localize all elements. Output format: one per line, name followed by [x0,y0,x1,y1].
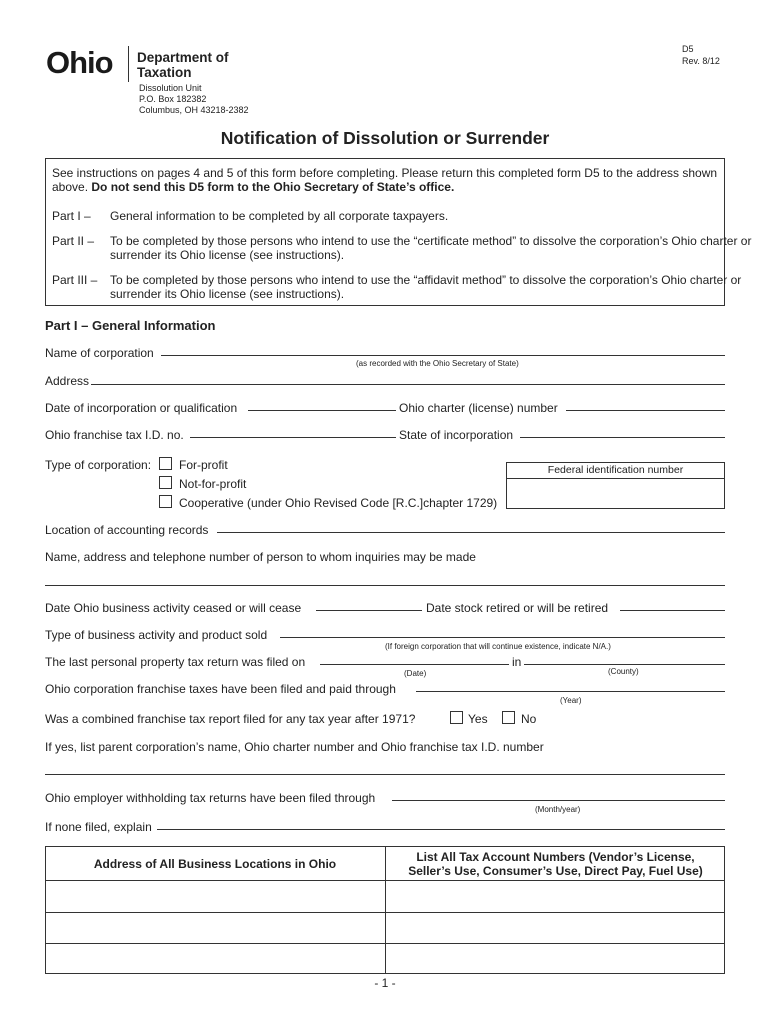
in-label: in [512,655,522,669]
for-profit-label: For-profit [179,458,228,472]
name-of-corporation-field[interactable] [161,355,725,356]
part1-heading: Part I – General Information [45,318,216,333]
department-line2: Taxation [137,65,192,80]
accounting-records-label: Location of accounting records [45,523,209,537]
address-field[interactable] [91,384,725,385]
accounting-records-field[interactable] [217,532,725,533]
cooperative-label: Cooperative (under Ohio Revised Code [R.C.]chapter 1729) [179,496,498,510]
business-activity-label: Type of business activity and product sold [45,628,268,642]
page-title: Notification of Dissolution or Surrender [220,128,550,148]
date-ceased-field[interactable] [316,610,422,611]
date-stock-retired-field[interactable] [620,610,725,611]
fein-header-divider [506,478,725,479]
combined-report-no-checkbox[interactable] [502,711,515,724]
none-filed-label: If none filed, explain [45,820,152,834]
date-stock-retired-label: Date stock retired or will be retired [426,601,609,615]
page-number: - 1 - [374,976,396,990]
property-return-label: The last personal property tax return was filed on [45,655,306,669]
date-incorporation-field[interactable] [248,410,396,411]
parent-corporation-label: If yes, list parent corporation’s name, Ohio charter number and Ohio franchise tax I.D. number [45,740,544,754]
address-label: Address [45,374,90,388]
table-cell-tax-account[interactable] [386,944,724,973]
charter-number-field[interactable] [566,410,725,411]
franchise-taxes-paid-label: Ohio corporation franchise taxes have been filed and paid through [45,682,396,696]
part-description: General information to be completed by all corporate taxpayers. [110,209,449,223]
year-note: (Year) [560,696,582,705]
yes-label: Yes [468,712,488,726]
tax-accounts-header-line1: List All Tax Account Numbers (Vendor’s License, [416,850,695,864]
table-header-tax-accounts [386,850,725,878]
property-return-county-field[interactable] [524,664,725,665]
parent-corporation-field[interactable] [45,774,725,775]
table-cell-address[interactable] [46,881,385,912]
name-note: (as recorded with the Ohio Secretary of State) [356,359,519,368]
address-line: Dissolution Unit [139,83,202,93]
property-return-date-field[interactable] [320,664,509,665]
withholding-returns-label: Ohio employer withholding tax returns have been filed through [45,791,376,805]
franchise-taxes-paid-field[interactable] [416,691,725,692]
ohio-logo: Ohio [46,45,113,80]
foreign-corporation-note: (If foreign corporation that will continue existence, indicate N/A.) [385,642,611,651]
type-of-corporation-label: Type of corporation: [45,458,152,472]
none-filed-field[interactable] [157,829,725,830]
table-cell-tax-account[interactable] [386,881,724,912]
part-description: To be completed by those persons who intend to use the “certificate method” to dissolve the corporation’s Ohio charter or surrender its Ohio license (see instructions). [110,234,752,262]
table-cell-address[interactable] [46,913,385,943]
instructions-body: See instructions on pages 4 and 5 of this form before completing. Please return this completed form D5 to the address shown above. [52,166,718,194]
table-cell-tax-account[interactable] [386,913,724,943]
franchise-id-field[interactable] [190,437,396,438]
cooperative-checkbox[interactable] [159,495,172,508]
inquiries-contact-label: Name, address and telephone number of person to whom inquiries may be made [45,550,476,564]
address-line: P.O. Box 182382 [139,94,207,104]
logo-divider [128,46,129,82]
form-id: D5 [682,44,694,54]
not-for-profit-checkbox[interactable] [159,476,172,489]
name-of-corporation-label: Name of corporation [45,346,154,360]
form-revision: Rev. 8/12 [682,56,720,66]
withholding-returns-field[interactable] [392,800,725,801]
part-label: Part I – [52,209,91,223]
table-header-addresses: Address of All Business Locations in Ohio [93,857,337,871]
inquiries-contact-field[interactable] [45,585,725,586]
not-for-profit-label: Not-for-profit [179,477,247,491]
part-label: Part II – [52,234,95,248]
no-label: No [521,712,537,726]
date-incorporation-label: Date of incorporation or qualification [45,401,238,415]
fein-label: Federal identification number [547,464,684,476]
instructions-warning: Do not send this D5 form to the Ohio Secretary of State’s office. [91,180,455,194]
state-incorporation-label: State of incorporation [399,428,514,442]
franchise-id-label: Ohio franchise tax I.D. no. [45,428,184,442]
date-note: (Date) [404,669,427,678]
address-line: Columbus, OH 43218-2382 [139,105,249,115]
state-incorporation-field[interactable] [520,437,725,438]
business-activity-field[interactable] [280,637,725,638]
mailing-address [139,83,249,116]
table-cell-address[interactable] [46,944,385,973]
part-description: To be completed by those persons who intend to use the “affidavit method” to dissolve the corporation’s Ohio charter or surrender its Ohio license (see instructions). [110,273,742,301]
month-year-note: (Month/year) [535,805,581,814]
county-note: (County) [608,667,639,676]
for-profit-checkbox[interactable] [159,457,172,470]
department-name [137,50,229,80]
part-label: Part III – [52,273,98,287]
combined-report-question: Was a combined franchise tax report filed for any tax year after 1971? [45,712,416,726]
charter-number-label: Ohio charter (license) number [399,401,558,415]
tax-accounts-header-line2: Seller’s Use, Consumer’s Use, Direct Pay, Fuel Use) [408,864,703,878]
date-ceased-label: Date Ohio business activity ceased or will cease [45,601,302,615]
combined-report-yes-checkbox[interactable] [450,711,463,724]
instructions-text [52,166,720,194]
department-line1: Department of [137,50,229,65]
